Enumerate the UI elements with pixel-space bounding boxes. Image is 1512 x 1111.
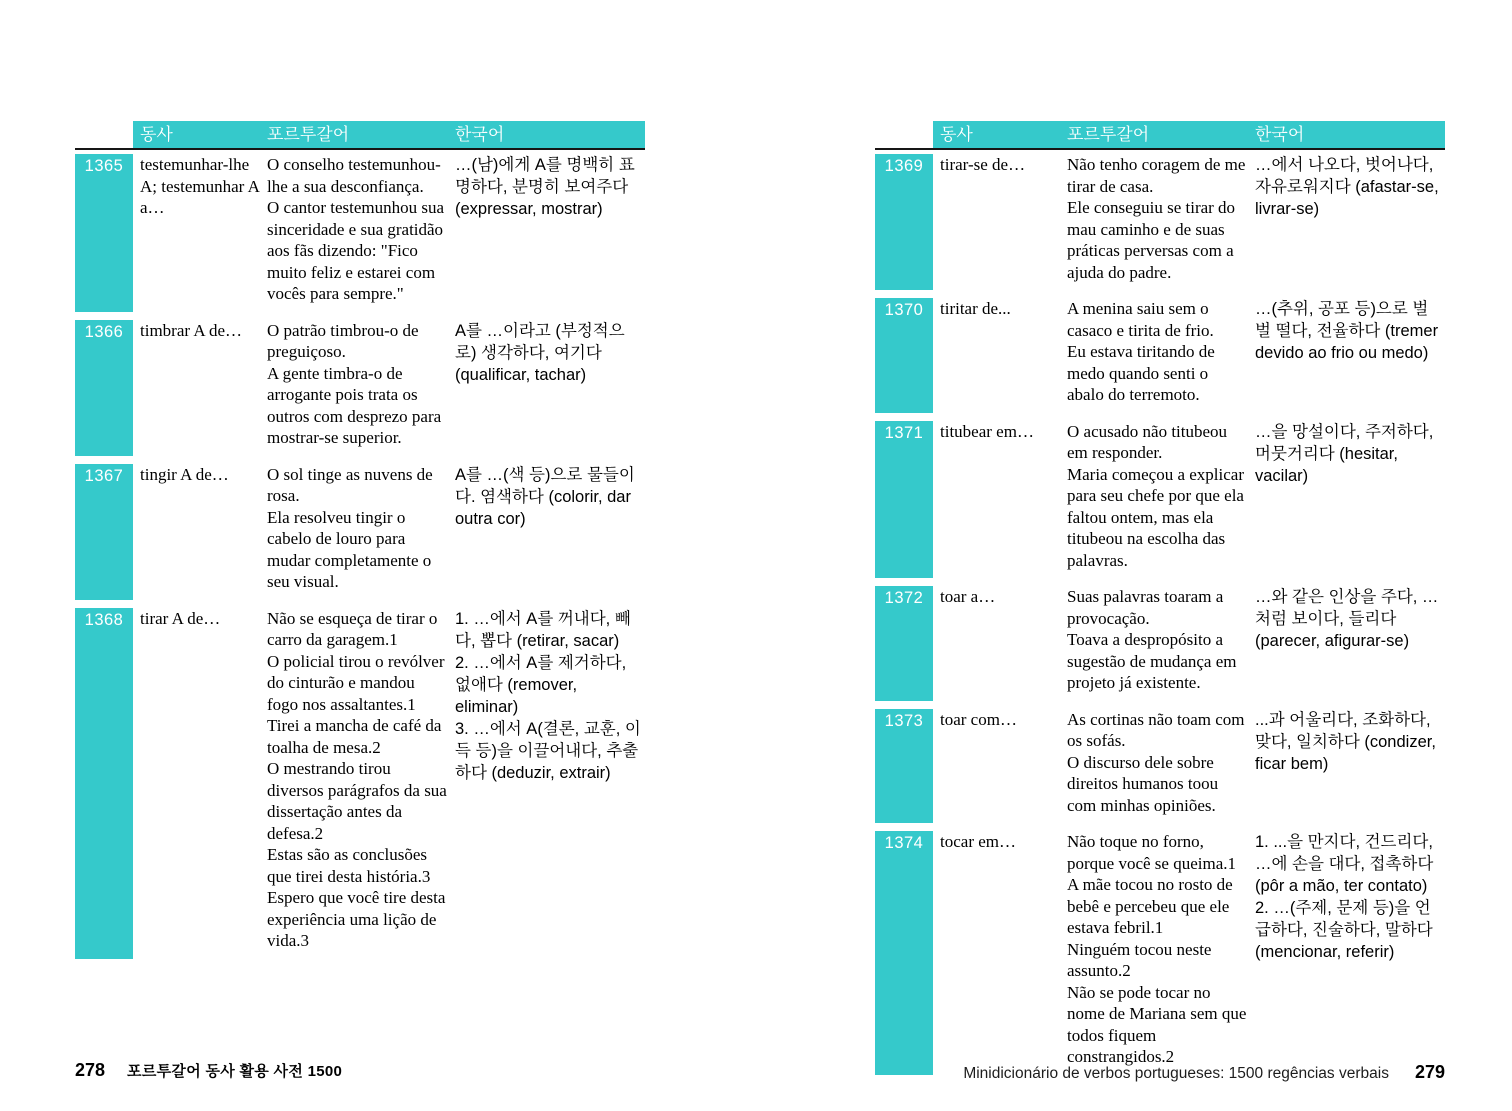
entry-verb: toar a… [940, 587, 996, 606]
header-korean-column: 한국어 [455, 121, 645, 148]
portuguese-example: Não se esqueça de tirar o carro da garagem.1 [267, 608, 438, 649]
entry-number: 1372 [875, 586, 933, 701]
entry-number: 1371 [875, 421, 933, 579]
entry-portuguese-examples [267, 154, 455, 312]
portuguese-example: O discurso dele sobre direitos humanos toou com minhas opiniões. [1067, 752, 1219, 815]
header-number-spacer [875, 121, 933, 148]
entry-verb: tingir A de… [140, 464, 229, 484]
table-header-right [875, 121, 1445, 150]
table-row [75, 608, 645, 959]
header-number-spacer [75, 121, 133, 148]
entry-number: 1369 [875, 154, 933, 290]
entry-number: 1366 [75, 320, 133, 456]
entry-portuguese-examples [1067, 831, 1255, 1075]
table-row [75, 154, 645, 312]
entry-verb: toar com… [940, 709, 1017, 729]
entry-verb: timbrar A de… [140, 320, 242, 340]
entry-number: 1365 [75, 154, 133, 312]
entry-korean-meanings [1255, 586, 1445, 701]
portuguese-example: Ninguém tocou neste assunto.2 [1067, 939, 1212, 980]
entry-verb: testemunhar-lhe A; testemunhar A a… [140, 155, 259, 217]
page-number-left: 278 [75, 1060, 106, 1080]
table-row [75, 464, 645, 600]
entry-verb: tirar-se de… [940, 155, 1026, 174]
entry-rows-right [875, 154, 1445, 1075]
entry-number: 1374 [875, 831, 933, 1075]
entry-rows-left [75, 154, 645, 959]
portuguese-example: Ela resolveu tingir o cabelo de louro para mudar completamente o seu visual. [267, 507, 432, 591]
entry-portuguese-examples [1067, 709, 1255, 824]
entry-portuguese-examples [267, 320, 455, 456]
portuguese-example: As cortinas não toam com os sofás. [1067, 709, 1245, 750]
entry-korean-meanings [1255, 709, 1445, 824]
portuguese-example: O patrão timbrou-o de preguiçoso. [267, 320, 419, 361]
korean-meaning: …에서 나오다, 벗어나다, 자유로워지다 (afastar-se, livrar-se) [1255, 156, 1439, 218]
book-title-korean: 포르투갈어 동사 활용 사전 1500 [127, 1063, 343, 1080]
portuguese-example: A gente timbra-o de arrogante pois trata os outros com desprezo para mostrar-se superior. [267, 363, 442, 447]
entry-portuguese-examples [1067, 298, 1255, 413]
entry-portuguese-examples [1067, 586, 1255, 701]
table-header-left [75, 121, 645, 150]
entry-korean-meanings [1255, 831, 1445, 1075]
header-verb-column: 동사 [133, 121, 267, 148]
portuguese-example: Toava a despropósito a sugestão de mudança em projeto já existente. [1067, 630, 1237, 692]
entry-portuguese-examples [1067, 154, 1255, 290]
korean-meaning: 2. …(주제, 문제 등)을 언급하다, 진술하다, 말하다 (mencionar, referir) [1255, 899, 1433, 961]
portuguese-example: O mestrando tirou diversos parágrafos da sua dissertação antes da defesa.2 [267, 759, 447, 843]
table-row [75, 320, 645, 456]
korean-meaning: …(남)에게 A를 명백히 표명하다, 분명히 보여주다 (expressar, mostrar) [455, 156, 635, 218]
entry-portuguese-examples [1067, 421, 1255, 579]
portuguese-example: Não se pode tocar no nome de Mariana sem que todos fiquem constrangidos.2 [1067, 982, 1247, 1066]
entry-korean-meanings [455, 608, 645, 959]
portuguese-example: O conselho testemunhou-lhe a sua desconfiança. [267, 155, 441, 196]
portuguese-example: A menina saiu sem o casaco e tirita de frio. [1067, 299, 1214, 340]
table-row [875, 586, 1445, 701]
entry-korean-meanings [455, 154, 645, 312]
table-row [875, 298, 1445, 413]
page-left [75, 121, 645, 959]
portuguese-example: Ele conseguiu se tirar do mau caminho e de suas práticas perversas com a ajuda do padre. [1067, 198, 1236, 282]
korean-meaning: 1. ...을 만지다, 건드리다, …에 손을 대다, 접촉하다 (pôr a mão, ter contato) [1255, 833, 1434, 895]
korean-meaning: 3. …에서 A(결론, 교훈, 이득 등)을 이끌어내다, 추출하다 (deduzir, extrair) [455, 719, 641, 782]
entry-verb: tocar em… [940, 832, 1016, 851]
entry-number: 1367 [75, 464, 133, 600]
korean-meaning: 1. …에서 A를 꺼내다, 빼다, 뽑다 (retirar, sacar) [455, 609, 631, 650]
entry-number: 1370 [875, 298, 933, 413]
portuguese-example: A mãe tocou no rosto de bebê e percebeu que ele estava febril.1 [1067, 875, 1233, 937]
korean-meaning: …와 같은 인상을 주다, …처럼 보이다, 들리다 (parecer, afigurar-se) [1255, 588, 1439, 650]
portuguese-example: Estas são as conclusões que tirei desta história.3 [267, 845, 431, 886]
portuguese-example: Eu estava tiritando de medo quando senti o abalo do terremoto. [1067, 342, 1215, 404]
korean-meaning: …을 망설이다, 주저하다, 머뭇거리다 (hesitar, vacilar) [1255, 422, 1434, 485]
entry-verb: tiritar de... [940, 299, 1011, 318]
portuguese-example: Suas palavras toaram a provocação. [1067, 587, 1224, 628]
portuguese-example: Maria começou a explicar para seu chefe por que ela faltou ontem, mas ela titubeou na escolha das palavras. [1067, 464, 1244, 570]
entry-portuguese-examples [267, 608, 455, 959]
entry-portuguese-examples [267, 464, 455, 600]
portuguese-example: O cantor testemunhou sua sinceridade e sua gratidão aos fãs dizendo: "Fico muito feliz e estarei com vocês para sempre." [267, 198, 445, 303]
entry-korean-meanings [455, 320, 645, 456]
page-right [875, 121, 1445, 1075]
table-row [875, 421, 1445, 579]
korean-meaning: …(추위, 공포 등)으로 벌벌 떨다, 전율하다 (tremer devido ao frio ou medo) [1255, 300, 1439, 362]
table-row [875, 709, 1445, 824]
book-title-portuguese: Minidicionário de verbos portugueses: 1500 regências verbais [963, 1065, 1389, 1082]
portuguese-example: Espero que você tire desta experiência uma lição de vida.3 [267, 888, 446, 950]
korean-meaning: A를 …(색 등)으로 물들이다. 염색하다 (colorir, dar outra cor) [455, 465, 635, 528]
portuguese-example: Não toque no forno, porque você se queima.1 [1067, 832, 1236, 873]
entry-korean-meanings [1255, 298, 1445, 413]
footer-left [75, 1060, 342, 1081]
entry-korean-meanings [1255, 421, 1445, 579]
portuguese-example: O policial tirou o revólver do cinturão e mandou fogo nos assaltantes.1 [267, 651, 445, 714]
page-number-right: 279 [1414, 1062, 1445, 1082]
footer-right [963, 1062, 1445, 1083]
entry-korean-meanings [455, 464, 645, 600]
header-portuguese-column: 포르투갈어 [1067, 121, 1255, 148]
korean-meaning: ...과 어울리다, 조화하다, 맞다, 일치하다 (condizer, ficar bem) [1255, 710, 1436, 773]
korean-meaning: A를 …이라고 (부정적으로) 생각하다, 여기다 (qualificar, tachar) [455, 321, 625, 384]
entry-verb: tirar A de… [140, 608, 221, 628]
portuguese-example: O sol tinge as nuvens de rosa. [267, 464, 433, 505]
portuguese-example: Não tenho coragem de me tirar de casa. [1067, 155, 1246, 196]
table-row [875, 831, 1445, 1075]
header-portuguese-column: 포르투갈어 [267, 121, 455, 148]
header-korean-column: 한국어 [1255, 121, 1445, 148]
entry-number: 1373 [875, 709, 933, 824]
table-row [875, 154, 1445, 290]
entry-verb: titubear em… [940, 421, 1034, 441]
portuguese-example: Tirei a mancha de café da toalha de mesa.2 [267, 716, 442, 757]
header-verb-column: 동사 [933, 121, 1067, 148]
entry-korean-meanings [1255, 154, 1445, 290]
entry-number: 1368 [75, 608, 133, 959]
korean-meaning: 2. …에서 A를 제거하다, 없애다 (remover, eliminar) [455, 653, 627, 716]
portuguese-example: O acusado não titubeou em responder. [1067, 421, 1228, 462]
